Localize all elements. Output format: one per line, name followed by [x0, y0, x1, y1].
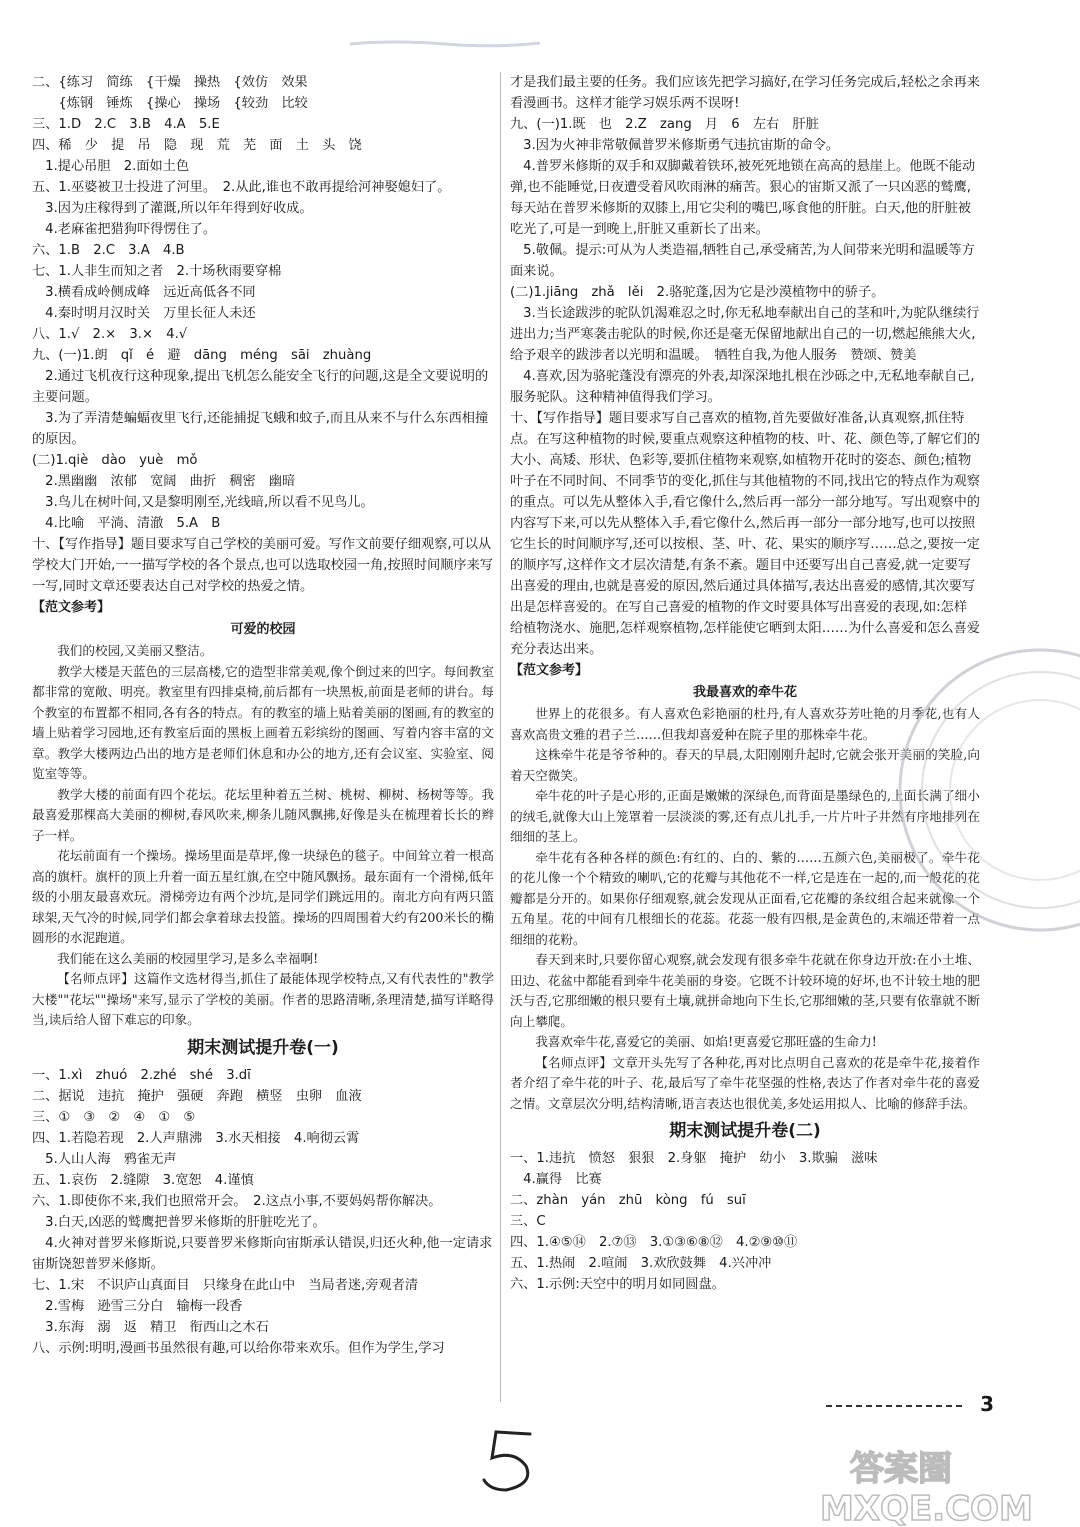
- answer-paragraph: 4.火神对普罗米修斯说,只要普罗米修斯向宙斯承认错误,归还火种,他一定请求宙斯饶恕普罗米修斯。: [32, 1235, 493, 1272]
- stamp-mark: [890, 610, 1080, 970]
- answer-line: 五、1.热闹 2.喧闹 3.欢欣鼓舞 4.兴冲冲: [510, 1256, 772, 1271]
- answer-line: 3.东海 溺 返 精卫 衔西山之木石: [32, 1319, 269, 1335]
- answer-line: 四、1.④⑤⑭ 2.⑦⑬ 3.①③⑥⑧⑫ 4.②⑨⑩⑪: [510, 1235, 798, 1250]
- answer-line: 六、1.即使你不来,我们也照常开会。 2.这点小事,不要妈妈帮你解决。: [32, 1193, 442, 1209]
- answer-paragraph: 4.普罗米修斯的双手和双脚戴着铁环,被死死地锁在高高的悬崖上。他既不能动弹,也不能睡觉,日夜遭受着风吹雨淋的痛苦。狠心的宙斯又派了一只凶恶的鹫鹰,每天站在普罗米修斯的双膝上,用它尖利的嘴巴,啄食他的肝脏。白天,他的肝脏被吃光了,可是一到晚上,肝脏又重新长了出来。: [510, 159, 976, 237]
- left-column: [32, 72, 494, 1359]
- answer-line: 八、1.√ 2.× 3.× 4.√: [32, 327, 188, 342]
- answer-line: 2.黑幽幽 浓郁 宽阔 曲折 稠密 幽暗: [32, 474, 296, 489]
- essay-paragraph: 我们能在这么美丽的校园里学习,是多么幸福啊!: [57, 950, 319, 966]
- answer-paragraph: 5.敬佩。提示:可从为人类造福,牺牲自己,承受痛苦,为人间带来光明和温暖等方面来说。: [510, 243, 975, 279]
- section-title: 期末测试提升卷(一): [187, 1037, 339, 1058]
- answer-line: 3.因为庄稼得到了灌溉,所以年年得到好收成。: [32, 201, 313, 216]
- answer-line: (二)1.jiāng zhǎ lěi 2.骆驼蓬,因为它是沙漠植物中的骄子。: [510, 285, 885, 300]
- essay-paragraph: 牵牛花有各种各样的颜色:有红的、白的、紫的……五颜六色,美丽极了。牵牛花的花儿像一个个精致的喇叭,它的花瓣与其他花不一样,它是连在一起的,而一般花的花瓣都是分开的。如果你仔细观察,就会发现从正面看,它花瓣的条纹组合起来就像一个五角星。花的中间有几根细长的花蕊。花蕊一般有四根,是金黄色的,末端还带着一点细细的花粉。: [510, 849, 980, 947]
- answer-line: 七、1.人非生而知之者 2.十场秋雨要穿棉: [32, 264, 282, 279]
- answer-line: 四、1.若隐若现 2.人声鼎沸 3.水天相接 4.响彻云霄: [32, 1130, 360, 1146]
- answer-line: 3.白天,凶恶的鹫鹰把普罗米修斯的肝脏吃光了。: [32, 1214, 326, 1230]
- essay-paragraph: 春天到来时,只要你留心观察,就会发现有很多牵牛花就在你身边开放:在小土堆、田边、花盆中都能看到牵牛花美丽的身姿。它既不计较环境的好坏,也不计较土地的肥沃与否,它那细嫩的根只要有土壤,就拼命地向下生长,它那细嫩的茎,只要有依靠就不断向上攀爬。: [510, 952, 980, 1029]
- handwritten-mark: [468, 1420, 548, 1500]
- answer-line: 一、1.违抗 愤怒 狠狠 2.身躯 掩护 幼小 3.欺骗 滋味: [510, 1151, 878, 1166]
- essay-paragraph: 牵牛花的叶子是心形的,正面是嫩嫩的深绿色,而背面是墨绿色的,上面长满了细小的绒毛,就像大山上笼罩着一层淡淡的雾,还有点儿扎手,一片片叶子井然有序地排列在细细的茎上。: [510, 788, 980, 844]
- answer-line: 三、C: [510, 1214, 546, 1229]
- writing-guide: 十、【写作指导】题目要求写自己喜欢的植物,首先要做好准备,认真观察,抓住特点。在写这种植物的时候,要重点观察这种植物的枝、叶、花、颜色等,了解它们的大小、高矮、形状、色彩等,要抓住植物来观察,如植物开花时的姿态、颜色;植物叶子在不同时间、不同季节的变化,抓住与其他植物的不同,找出它的特点作为观察的重点。可以先从整体入手,看它像什么,然后再一部分一部分地写。写出观察中的内容写下来,可以先从整体入手,看它像什么,然后再一部分一部分地写,也可以按照它生长的时间顺序写,还可以按根、茎、叶、花、果实的顺序写……总之,要按一定的顺序写,这样作文才层次清楚,有条不紊。题目中还要写出自己喜爱,就一定要写出喜爱的理由,也就是喜爱的原因,然后通过具体描写,表达出喜爱的感情,其次要写出是怎样喜爱的。在写自己喜爱的植物的作文时要具体写出喜爱的表现,如:怎样给植物浇水、施肥,怎样观察植物,怎样能使它晒到太阳……为什么喜爱和怎么喜爱充分表达出来。: [510, 411, 980, 657]
- answer-line: 4.秦时明月汉时关 万里长征人未还: [32, 306, 256, 321]
- answer-line: 二、{练习 简练 {干燥 操热 {效仿 效果: [32, 75, 308, 90]
- svg-text:MXQE.COM: MXQE.COM: [820, 1489, 1033, 1527]
- answer-paragraph: 2.通过飞机夜行这种现象,提出飞机怎么能安全飞行的问题,这是全文要说明的主要问题。: [32, 369, 489, 405]
- top-smudge: [345, 38, 545, 48]
- left-answer-lines-1: [32, 72, 494, 366]
- page-number: 3: [980, 1392, 994, 1416]
- page-dots: [826, 1405, 966, 1407]
- section-title: 期末测试提升卷(二): [669, 1121, 821, 1141]
- answer-line: 二、zhàn yán zhū kòng fú suī: [510, 1193, 746, 1208]
- answer-line: 六、1.B 2.C 3.A 4.B: [32, 243, 185, 258]
- answer-line: 二、据说 违抗 掩护 强硬 奔跑 横竖 虫卵 血液: [32, 1088, 362, 1104]
- answer-line: 九、(一)1.既 也 2.Z zang 月 6 左右 肝脏: [510, 117, 819, 132]
- answer-line: 六、1.示例:天空中的明月如同圆盘。: [510, 1277, 725, 1292]
- watermark-logo: [790, 1440, 1033, 1527]
- answer-line: {炼钢 锤炼 {操心 操场 {较劲 比较: [32, 96, 308, 111]
- reference-tag: 【范文参考】: [510, 663, 589, 678]
- answer-paragraph: 八、示例:明明,漫画书虽然很有趣,可以给你带来欢乐。但作为学生,学习: [32, 1340, 445, 1356]
- answer-line: 2.雪梅 逊雪三分白 输梅一段香: [32, 1298, 243, 1314]
- teacher-comment: 【名师点评】这篇作文选材得当,抓住了最能体现学校特点,又有代表性的"教学大楼""花坛""操场"来写,显示了学校的美丽。作者的思路清晰,条理清楚,描写详略得当,读后给人留下难忘的印象。: [32, 971, 494, 1027]
- reference-tag: 【范文参考】: [32, 600, 111, 615]
- essay-paragraph: 教学大楼是天蓝色的三层高楼,它的造型非常美观,像个倒过来的凹字。每间教室都非常的宽敞、明亮。教室里有四排桌椅,前后都有一块黑板,前面是老师的讲台。每个教室的布置都不相同,各有各的特点。有的教室的墙上贴着美丽的图画,有的教室的墙上贴着学习园地,还有教室后面的黑板上画着五彩缤纷的图画、写着内容丰富的文章。教学大楼两边凸出的地方是老师们休息和办公的地方,还有会议室、实验室、阅览室等等。: [32, 663, 494, 781]
- answer-line: 五、1.巫婆被卫士投进了河里。 2.从此,谁也不敢再提给河神娶媳妇了。: [32, 180, 451, 195]
- answer-line: 4.老麻雀把猎狗吓得愣住了。: [32, 222, 217, 237]
- essay-title: 可爱的校园: [230, 622, 296, 637]
- answer-line: 4.赢得 比赛: [510, 1172, 602, 1187]
- answer-line: 1.提心吊胆 2.面如土色: [32, 159, 190, 174]
- essay-paragraph: 我们的校园,又美丽又整洁。: [57, 643, 213, 658]
- answer-line: (二)1.qiè dào yuè mǒ: [32, 453, 198, 468]
- answer-line: 五、1.哀伤 2.缝隙 3.宽恕 4.谨慎: [32, 1172, 254, 1188]
- answer-paragraph: 4.喜欢,因为骆驼蓬没有漂亮的外表,却深深地扎根在沙砾之中,无私地奉献自己,服务驼队。这种精神值得我们学习。: [510, 369, 975, 405]
- answer-line: 3.鸟儿在树叶间,又是黎明刚至,光线暗,所以看不见鸟儿。: [32, 495, 374, 510]
- svg-text:答案圈: 答案圈: [850, 1449, 952, 1489]
- answer-line: 四、稀 少 提 吊 隐 现 荒 芜 面 土 头 饶: [32, 138, 362, 153]
- answer-paragraph: 3.当长途跋涉的驼队饥渴难忍之时,你无私地奉献出自己的茎和叶,为驼队继续行进出力;当严寒袭击驼队的时候,你还是毫无保留地献出自己的一切,燃起熊熊大火,给予艰辛的跋涉者以光明和温暖。 牺牲自我,为他人服务 赞颂、赞美: [510, 306, 980, 363]
- essay-paragraph: 教学大楼的前面有四个花坛。花坛里种着五兰树、桃树、柳树、杨树等等。我最喜爱那棵高大美丽的柳树,春风吹来,柳条儿随风飘拂,好像是头在梳理着长长的辫子一样。: [32, 786, 494, 843]
- answer-paragraph: 3.为了弄清楚蝙蝠夜里飞行,还能捕捉飞蛾和蚊子,而且从来不与什么东西相撞的原因。: [32, 411, 489, 447]
- answer-line: 5.人山人海 鸦雀无声: [32, 1151, 177, 1167]
- answer-paragraph: 才是我们最主要的任务。我们应该先把学习搞好,在学习任务完成后,轻松之余再来看漫画书。这样才能学习娱乐两不误呀!: [510, 75, 980, 111]
- answer-line: 九、(一)1.朗 qǐ é 避 dāng méng sāi zhuàng: [32, 348, 372, 363]
- column-divider: [500, 72, 501, 1402]
- answer-line: 3.横看成岭侧成峰 远近高低各不同: [32, 285, 256, 300]
- essay-paragraph: 世界上的花很多。有人喜欢色彩艳丽的杜丹,有人喜欢芬芳吐艳的月季花,也有人喜欢高贵文雅的君子兰……但我却喜爱种在院子里的那株牵牛花。: [510, 706, 980, 742]
- essay-paragraph: 这株牵牛花是爷爷种的。春天的早晨,太阳刚刚升起时,它就会张开美丽的笑脸,向着天空微笑。: [510, 747, 980, 783]
- essay-paragraph: 花坛前面有一个操场。操场里面是草坪,像一块绿色的毯子。中间耸立着一根高高的旗杆。旗杆的顶上升着一面五星红旗,在空中随风飘扬。最东面有一个滑梯,低年级的小朋友最喜欢玩。滑梯旁边有两个沙坑,是同学们跳远用的。南北方向有两只篮球架,天气冷的时候,同学们都会拿着球去投篮。操场的四周围着大约有200米长的椭圆形的水泥跑道。: [32, 848, 494, 945]
- writing-guide: 十、【写作指导】题目要求写自己学校的美丽可爱。写作文前要仔细观察,可以从学校大门开始,一一描写学校的各个景点,也可以选取校园一角,按照时间顺序来写一写,同时文章还要表达自己对学校的热爱之情。: [32, 537, 493, 594]
- answer-line: 4.比喻 平淌、清澈 5.A B: [32, 516, 221, 531]
- answer-line: 一、1.xì zhuó 2.zhé shé 3.dī: [32, 1067, 251, 1083]
- teacher-comment: 【名师点评】文章开头先写了各种花,再对比点明自己喜欢的花是牵牛花,接着作者介绍了牵牛花的叶子、花,最后写了牵牛花坚强的性格,表达了作者对牵牛花的喜爱之情。文章层次分明,结构清晰,语言表达也很优美,多处运用拟人、比喻的修辞手法。: [510, 1054, 980, 1111]
- essay-title: 我最喜欢的牵牛花: [692, 685, 797, 700]
- answer-line: 三、1.D 2.C 3.B 4.A 5.E: [32, 117, 220, 132]
- answer-line: 三、① ③ ② ④ ① ⑤: [32, 1109, 196, 1125]
- essay-paragraph: 我喜欢牵牛花,喜爱它的美丽、如焰!更喜爱它那旺盛的生命力!: [535, 1034, 877, 1049]
- answer-line: 七、1.宋 不识庐山真面目 只缘身在此山中 当局者迷,旁观者清: [32, 1277, 419, 1293]
- answer-paragraph: 3.因为火神非常敬佩普罗米修斯勇气违抗宙斯的命令。: [510, 138, 840, 153]
